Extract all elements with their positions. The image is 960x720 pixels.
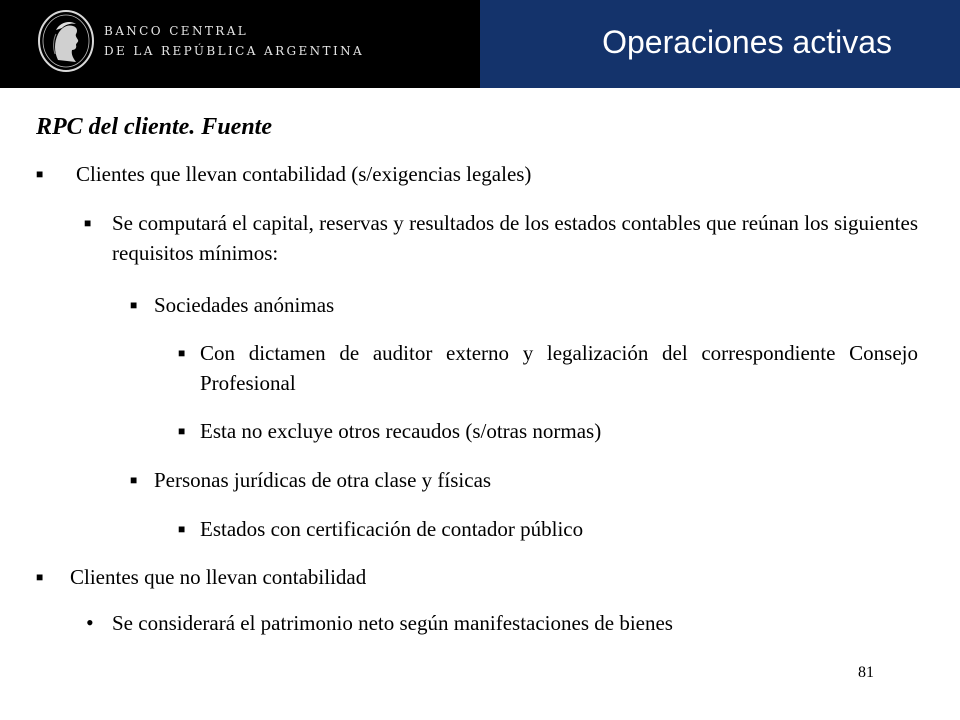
list-item-text: Se considerará el patrimonio neto según manifestaciones de bienes [112,611,673,635]
list-item-text: Clientes que llevan contabilidad (s/exigencias legales) [76,162,532,186]
list-item [130,465,910,495]
square-bullet-icon: ■ [36,167,44,181]
slide-subtitle: RPC del cliente. Fuente [36,114,272,140]
dot-bullet-icon: • [86,610,94,635]
logo-name-line1: BANCO CENTRAL [104,24,249,38]
list-item [178,514,918,544]
list-item-text: Sociedades anónimas [154,293,335,317]
list-item [84,208,918,268]
list-item [178,338,918,398]
square-bullet-icon: ■ [36,570,44,584]
header-title: Operaciones activas [602,24,892,60]
list-item [36,159,916,189]
list-item [178,416,918,446]
square-bullet-icon: ■ [178,522,186,536]
logo-name-line2: DE LA REPÚBLICA ARGENTINA [104,44,365,58]
square-bullet-icon: ■ [178,424,186,438]
page-number: 81 [858,664,874,681]
square-bullet-icon: ■ [84,216,92,230]
list-item-text: Personas jurídicas de otra clase y físicas [154,468,492,492]
list-item-text: Con dictamen de auditor externo y legalización del correspondiente Consejo Profesional [200,341,918,395]
list-item-text: Se computará el capital, reservas y resultados de los estados contables que reúnan los siguientes requisitos mínimos: [112,211,918,265]
list-item-text: Clientes que no llevan contabilidad [70,565,367,589]
list-item-text: Estados con certificación de contador público [200,517,584,541]
square-bullet-icon: ■ [130,298,138,312]
bank-seal-icon [36,8,96,74]
square-bullet-icon: ■ [178,346,186,360]
list-item [86,608,916,638]
square-bullet-icon: ■ [130,473,138,487]
list-item [36,562,916,592]
list-item-text: Esta no excluye otros recaudos (s/otras normas) [200,419,602,443]
list-item [130,290,910,320]
slide-header [0,0,960,88]
